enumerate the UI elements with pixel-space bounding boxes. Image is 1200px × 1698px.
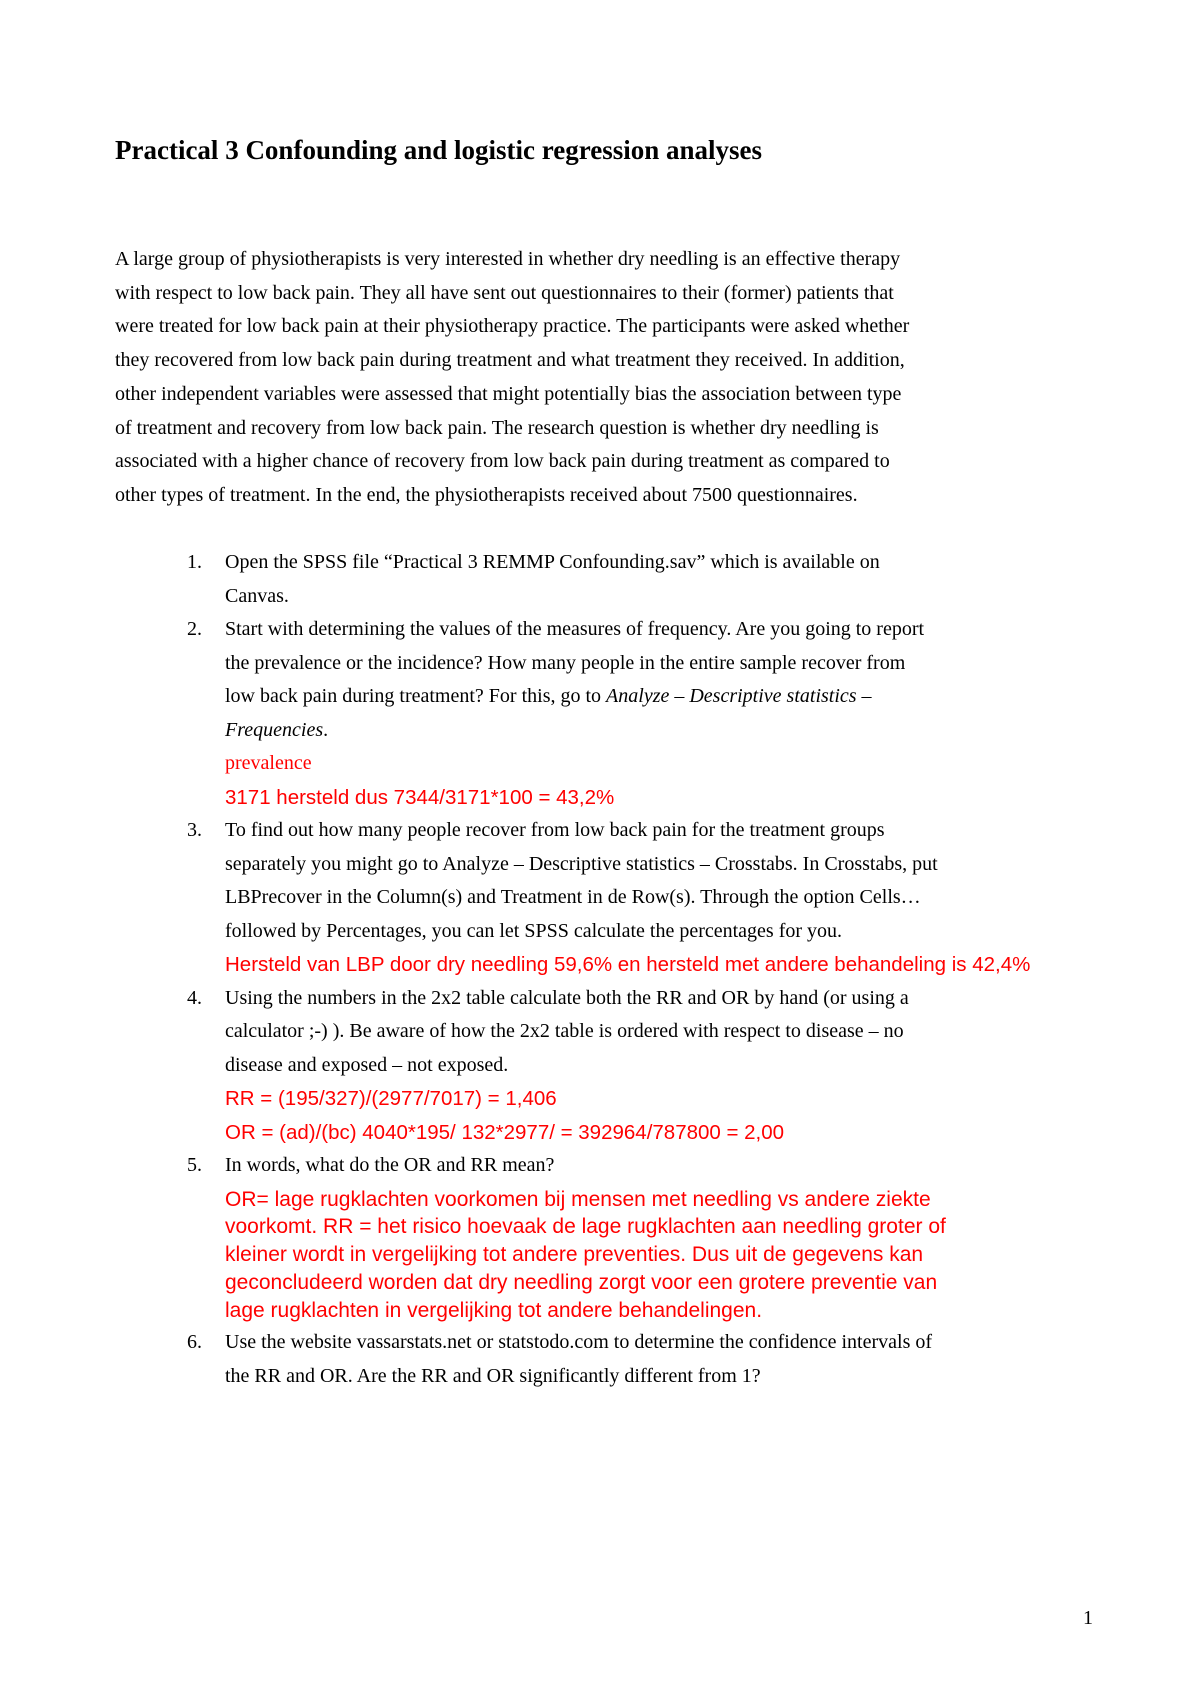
question-text: the RR and OR. Are the RR and OR significantly different from 1? (225, 1364, 761, 1387)
question-text: Use the website vassarstats.net or statstodo.com to determine the confidence intervals of (225, 1331, 933, 1354)
menu-path-italic: Frequencies (225, 718, 324, 741)
page-title: Practical 3 Confounding and logistic regression analyses (115, 135, 763, 165)
question-text-plain: . (323, 718, 329, 741)
question-item-6 (0, 1326, 1095, 1393)
intro-line: associated with a higher chance of recovery from low back pain during treatment as compared to (115, 450, 890, 473)
intro-line: were treated for low back pain at their physiotherapy practice. The participants were asked whether (115, 315, 910, 338)
question-number: 4. (187, 986, 202, 1009)
question-text: Canvas. (225, 584, 289, 607)
intro-line: other types of treatment. In the end, the physiotherapists received about 7500 questionnaires. (115, 483, 858, 506)
answer-text: OR = (ad)/(bc) 4040*195/ 132*2977/ = 392964/787800 = 2,00 (225, 1120, 785, 1144)
question-text: followed by Percentages, you can let SPSS calculate the percentages for you. (225, 919, 843, 942)
question-number: 6. (187, 1331, 202, 1354)
question-list (0, 546, 1200, 1393)
question-number: 3. (187, 819, 202, 841)
question-text: separately you might go to Analyze – Descriptive statistics – Crosstabs. In Crosstabs, put (225, 852, 938, 875)
intro-line: with respect to low back pain. They all have sent out questionnaires to their (former) patients that (115, 281, 894, 304)
question-item-3 (0, 814, 1095, 982)
answer-line: geconcludeerd worden dat dry needling zorgt voor een grotere preventie van (225, 1270, 938, 1294)
answer-text: 3171 hersteld dus 7344/3171*100 = 43,2% (225, 785, 615, 809)
question-text: disease and exposed – not exposed. (225, 1053, 509, 1076)
answer-text: prevalence (225, 752, 312, 774)
answer-line: voorkomt. RR = het risico hoevaak de lage rugklachten aan needling groter of (225, 1215, 946, 1239)
question-number: 5. (187, 1154, 202, 1176)
question-number: 2. (187, 618, 202, 640)
question-item-4 (0, 982, 1095, 1150)
question-item-1 (0, 546, 1095, 613)
question-text: In words, what do the OR and RR mean? (225, 1154, 555, 1176)
question-text: the prevalence or the incidence? How many people in the entire sample recover from (225, 651, 906, 674)
question-text: LBPrecover in the Column(s) and Treatment in de Row(s). Through the option Cells… (225, 886, 921, 908)
question-text: calculator ;-) ). Be aware of how the 2x2 table is ordered with respect to disease – no (225, 1020, 904, 1042)
answer-text: Hersteld van LBP door dry needling 59,6% en hersteld met andere behandeling is 42,4% (225, 953, 1031, 976)
intro-line: other independent variables were assessed that might potentially bias the association between type (115, 382, 902, 405)
answer-line: OR= lage rugklachten voorkomen bij mensen met needling vs andere ziekte (225, 1187, 931, 1211)
question-text: Start with determining the values of the measures of frequency. Are you going to report (225, 618, 925, 640)
question-text (225, 680, 1095, 714)
question-text (225, 714, 1095, 748)
intro-line: A large group of physiotherapists is very interested in whether dry needling is an effective therapy (115, 248, 901, 270)
question-item-2 (0, 613, 1095, 814)
intro-paragraph (115, 243, 1095, 513)
intro-line: of treatment and recovery from low back pain. The research question is whether dry needling is (115, 416, 879, 439)
question-text: Using the numbers in the 2x2 table calculate both the RR and OR by hand (or using a (225, 986, 909, 1009)
answer-line: lage rugklachten in vergelijking tot andere behandelingen. (225, 1298, 763, 1322)
menu-path-italic: Analyze – Descriptive statistics – (606, 685, 872, 707)
question-number: 1. (187, 551, 202, 573)
answer-line: kleiner wordt in vergelijking tot andere preventies. Dus uit de gegevens kan (225, 1243, 924, 1267)
page-number: 1 (1083, 1607, 1093, 1629)
question-text: To find out how many people recover from low back pain for the treatment groups (225, 819, 885, 841)
answer-block (225, 1183, 1095, 1327)
question-item-5 (0, 1149, 1095, 1326)
answer-text: RR = (195/327)/(2977/7017) = 1,406 (225, 1087, 557, 1110)
intro-line: they recovered from low back pain during treatment and what treatment they received. In addition, (115, 349, 905, 372)
question-text: Open the SPSS file “Practical 3 REMMP Confounding.sav” which is available on (225, 551, 880, 573)
question-text-plain: low back pain during treatment? For this, go to (225, 685, 607, 707)
